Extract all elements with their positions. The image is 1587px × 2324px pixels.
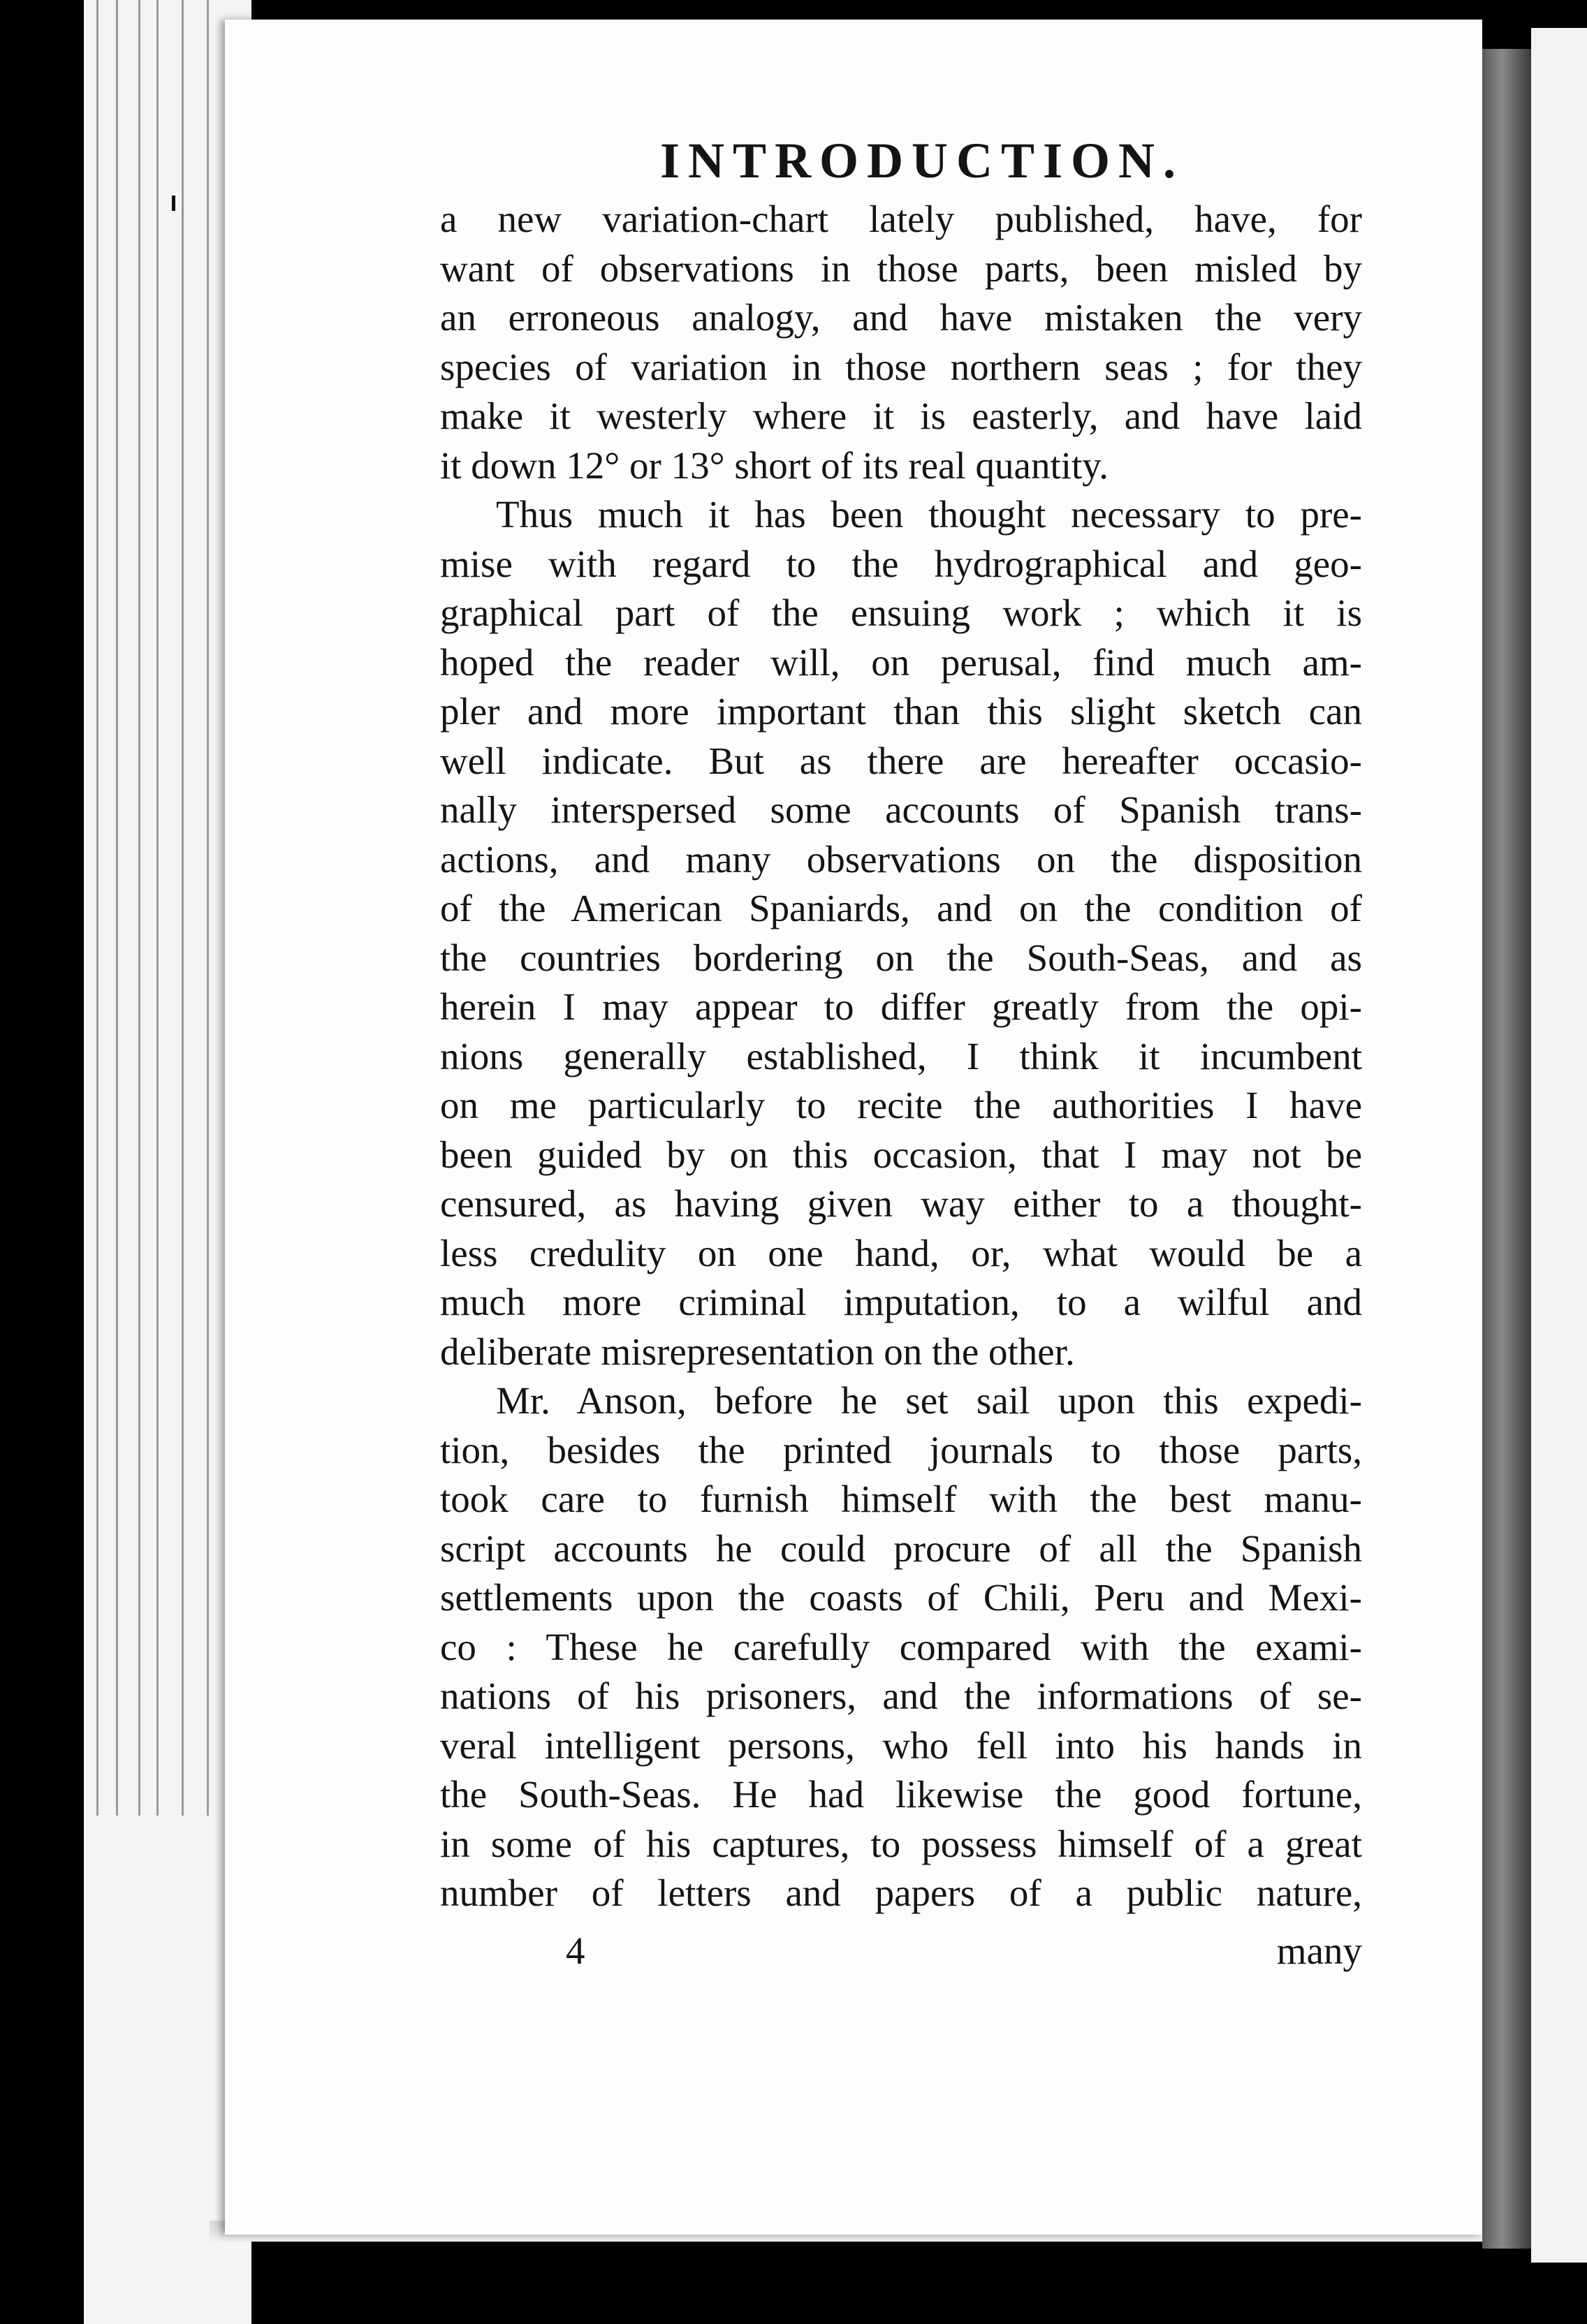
text-line: took care to furnish himself with the best manu- [440, 1478, 1362, 1520]
text-line: co : These he carefully compared with the exami- [440, 1625, 1362, 1668]
text-line: an erroneous analogy, and have mistaken the very [440, 296, 1362, 339]
page-edge-line [138, 0, 140, 1816]
text-line: veral intelligent persons, who fell into his hands in [440, 1723, 1362, 1767]
text-line: herein I may appear to differ greatly from the opi- [440, 985, 1362, 1028]
text-line: on me particularly to recite the authorities I have [440, 1084, 1362, 1126]
text-line: mise with regard to the hydrographical and geo- [440, 542, 1362, 585]
page-edge-line [116, 0, 118, 1816]
text-line: of the American Spaniards, and on the condition of [440, 887, 1362, 929]
text-line: it down 12° or 13° short of its real quantity. [440, 443, 1109, 487]
page-edge-line [156, 0, 159, 1816]
text-line: species of variation in those northern seas ; for they [440, 345, 1362, 388]
text-line: been guided by on this occasion, that I may not be [440, 1133, 1362, 1176]
text-line: want of observations in those parts, been misled by [440, 247, 1362, 290]
text-line: much more criminal imputation, to a wilful and [440, 1281, 1362, 1323]
text-line: script accounts he could procure of all the Spanish [440, 1527, 1362, 1570]
facing-page-edge [1531, 28, 1587, 2263]
text-line: the South-Seas. He had likewise the good fortune, [440, 1773, 1362, 1816]
text-line: tion, besides the printed journals to those parts, [440, 1428, 1362, 1471]
text-line: well indicate. But as there are hereafter occasio- [440, 739, 1362, 782]
page-footer [440, 1927, 1362, 1976]
text-line: pler and more important than this slight sketch can [440, 690, 1362, 733]
page-edge-line [182, 0, 184, 1816]
gutter-shadow [1482, 49, 1531, 2249]
margin-mark [172, 196, 175, 211]
text-line: deliberate misrepresentation on the other. [440, 1330, 1075, 1373]
text-line: actions, and many observations on the disposition [440, 837, 1362, 881]
text-line: censured, as having given way either to a thought- [440, 1182, 1362, 1225]
text-line: the countries bordering on the South-Seas, and as [440, 936, 1362, 979]
text-line: a new variation-chart lately published, have, for [440, 198, 1362, 240]
text-line: make it westerly where it is easterly, and have laid [440, 395, 1362, 437]
catchword: many [1276, 1929, 1362, 1972]
text-line: nations of his prisoners, and the informations of se- [440, 1675, 1362, 1717]
page-edge-line [207, 0, 209, 1816]
page-text [440, 129, 1362, 1976]
text-line: nally interspersed some accounts of Spanish trans- [440, 788, 1362, 831]
page-edge-line [96, 0, 98, 1816]
text-line: graphical part of the ensuing work ; which it is [440, 591, 1362, 634]
running-head: INTRODUCTION. [659, 133, 1185, 189]
text-line: settlements upon the coasts of Chili, Peru and Mexi- [440, 1576, 1362, 1619]
text-line: Mr. Anson, before he set sail upon this expedi- [496, 1379, 1362, 1422]
text-line: in some of his captures, to possess himself of a great [440, 1822, 1362, 1865]
body-text [440, 195, 1362, 1918]
text-line: number of letters and papers of a public nature, [440, 1871, 1362, 1914]
text-line: nions generally established, I think it incumbent [440, 1034, 1362, 1078]
text-line: hoped the reader will, on perusal, find much am- [440, 640, 1362, 684]
signature-mark: 4 [566, 1929, 585, 1972]
text-line: Thus much it has been thought necessary to pre- [496, 493, 1362, 536]
text-line: less credulity on one hand, or, what would be a [440, 1231, 1362, 1274]
